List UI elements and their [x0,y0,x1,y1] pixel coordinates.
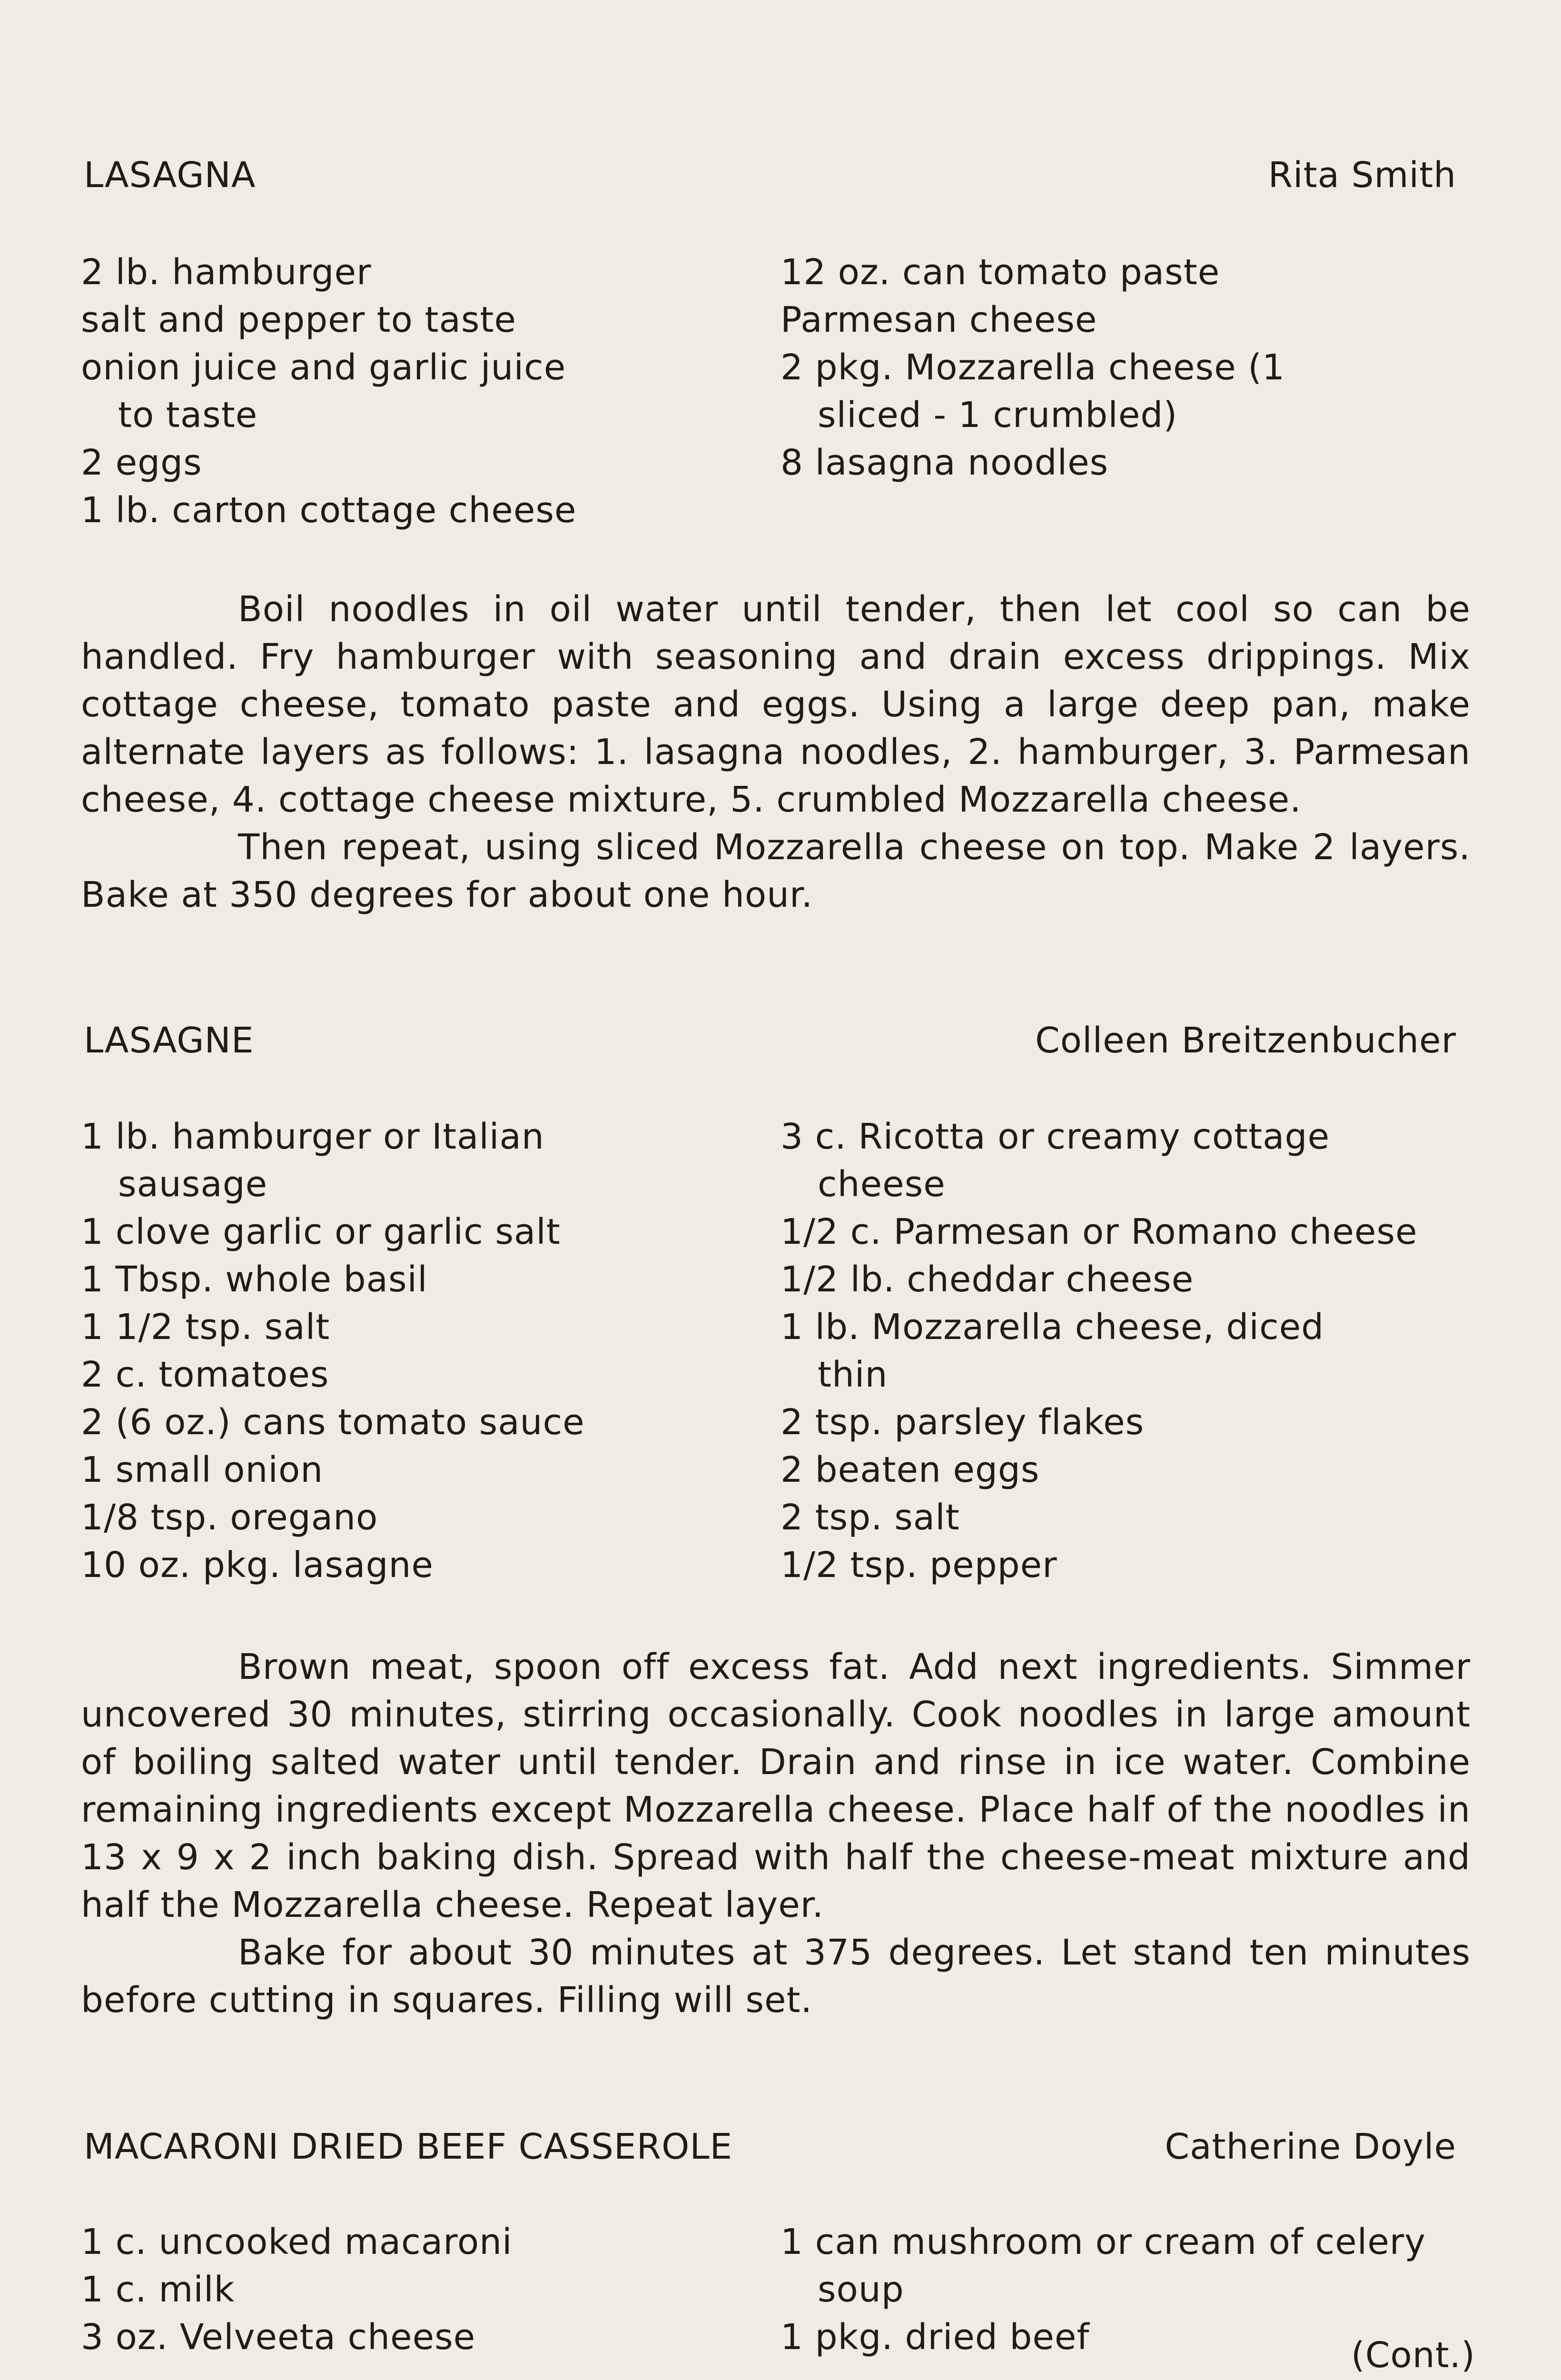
ingredient-line: 2 beaten eggs [780,1449,1040,1490]
ingredients-left [81,2218,780,2361]
ingredient-line: 1 c. uncooked macaroni [81,2221,513,2262]
recipe-author: Rita Smith [1268,155,1456,196]
ingredient-line: 10 oz. pkg. lasagne [81,1545,434,1586]
ingredient-line: to taste [118,395,258,436]
ingredient-line: cheese [818,1164,946,1205]
ingredient-line: 2 eggs [81,442,202,483]
ingredient-line: 1 can mushroom or cream of celery [780,2221,1426,2262]
ingredients [81,1113,1509,1589]
ingredient-line: 3 c. Ricotta or creamy cottage [780,1116,1330,1157]
ingredient-line: thin [818,1354,888,1395]
ingredient-line: 2 tsp. parsley flakes [780,1402,1145,1443]
ingredients-left [81,1113,780,1589]
recipe-title: LASAGNE [84,1020,254,1061]
ingredient-line: 1 lb. Mozzarella cheese, diced [780,1307,1324,1348]
ingredients-left [81,248,780,534]
ingredient-line: 12 oz. can tomato paste [780,252,1220,293]
ingredients [81,2218,1509,2361]
ingredients-right [780,248,1494,534]
ingredient-line: 1/2 c. Parmesan or Romano cheese [780,1211,1418,1252]
directions-paragraph: Boil noodles in oil water until tender, then let cool so can be handled. Fry hamburger with seasoning and drain excess drippings. Mix cottage cheese, tomato paste and eggs. Using a large deep pan, make alternate layers as follows: 1. lasagna noodles, 2. hamburger, 3. Parmesan cheese, 4. cottage cheese mixture, 5. crumbled Mozzarella cheese. [81,589,1471,820]
ingredient-line: 1 pkg. dried beef [780,2317,1090,2358]
ingredient-line: salt and pepper to taste [81,299,516,340]
ingredient-line: 2 lb. hamburger [81,252,372,293]
ingredient-line: 2 c. tomatoes [81,1354,329,1395]
recipe-directions [81,1643,1471,2024]
ingredient-line: 1/2 tsp. pepper [780,1545,1057,1586]
recipe-header [84,151,1456,199]
ingredient-line: sliced - 1 crumbled) [818,395,1178,436]
directions-paragraph: Bake for about 30 minutes at 375 degrees. Let stand ten minutes before cutting in squares. Filling will set. [81,1932,1471,2021]
continued-note: (Cont.) [1351,2335,1475,2376]
ingredient-line: 1 1/2 tsp. salt [81,1307,330,1348]
recipe-title: LASAGNA [84,155,256,196]
recipe-title: MACARONI DRIED BEEF CASSEROLE [84,2126,733,2167]
recipe-directions [81,585,1471,919]
recipe-header [84,1017,1456,1064]
ingredient-line: 2 pkg. Mozzarella cheese (1 [780,347,1285,388]
ingredient-line: 1/2 lb. cheddar cheese [780,1259,1194,1300]
ingredient-line: 1 c. milk [81,2269,235,2310]
ingredient-line: 1 small onion [81,1449,324,1490]
ingredient-line: 2 (6 oz.) cans tomato sauce [81,1402,585,1443]
ingredients-right [780,1113,1494,1589]
ingredients [81,248,1509,534]
ingredient-line: 3 oz. Velveeta cheese [81,2317,476,2358]
ingredient-line: onion juice and garlic juice [81,347,566,388]
ingredient-line: 1 clove garlic or garlic salt [81,1211,561,1252]
directions-paragraph: Brown meat, spoon off excess fat. Add next ingredients. Simmer uncovered 30 minutes, stirring occasionally. Cook noodles in large amount of boiling salted water until tender. Drain and rinse in ice water. Combine remaining ingredients except Mozzarella cheese. Place half of the noodles in 13 x 9 x 2 inch baking dish. Spread with half the cheese-meat mixture and half the Mozzarella cheese. Repeat layer. [81,1646,1471,1925]
recipe-author: Catherine Doyle [1165,2126,1456,2167]
ingredient-line: 2 tsp. salt [780,1497,960,1538]
recipe-header [84,2123,1456,2171]
ingredient-line: 1 Tbsp. whole basil [81,1259,428,1300]
ingredient-line: Parmesan cheese [780,299,1097,340]
ingredient-line: 1/8 tsp. oregano [81,1497,378,1538]
ingredient-line: soup [818,2269,904,2310]
ingredient-line: 8 lasagna noodles [780,442,1109,483]
recipe-author: Colleen Breitzenbucher [1035,1020,1456,1061]
directions-paragraph: Then repeat, using sliced Mozzarella cheese on top. Make 2 layers. Bake at 350 degrees for about one hour. [81,827,1471,915]
ingredient-line: sausage [118,1164,268,1205]
ingredient-line: 1 lb. hamburger or Italian [81,1116,544,1157]
ingredient-line: 1 lb. carton cottage cheese [81,490,577,531]
